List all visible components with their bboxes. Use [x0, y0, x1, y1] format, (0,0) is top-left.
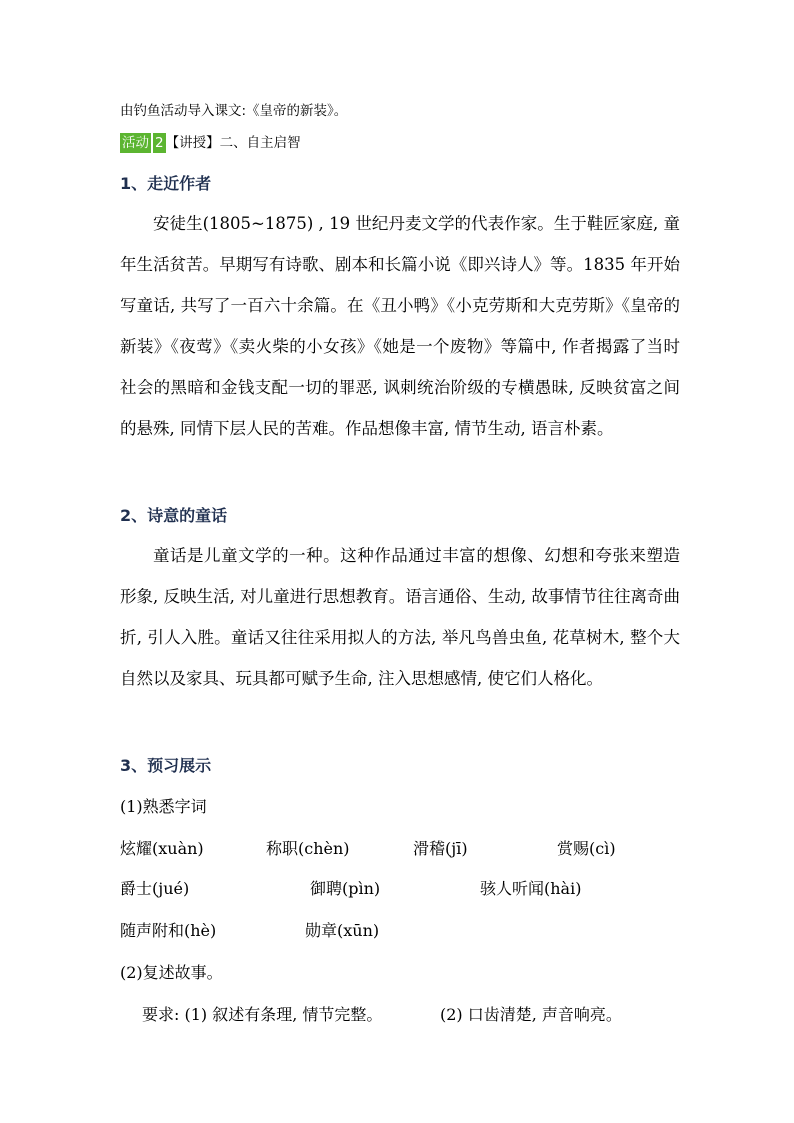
section-heading-preview: 3、预习展示: [120, 756, 212, 775]
subheading-retell: (2)复述故事。: [120, 963, 223, 982]
vocab-word: 随声附和(hè): [120, 921, 217, 940]
activity-header: [120, 133, 301, 153]
requirement-line: 要求: (1) 叙述有条理, 情节完整。: [142, 1005, 383, 1024]
vocab-word: 骇人听闻(hài): [480, 879, 582, 898]
activity-badge: 活动: [122, 135, 149, 151]
section-heading-author: 1、走近作者: [120, 174, 212, 193]
subheading-vocabulary: (1)熟悉字词: [120, 797, 207, 816]
requirement-line-2: (2) 口齿清楚, 声音响亮。: [440, 1005, 622, 1024]
activity-label: 【讲授】二、自主启智: [165, 135, 301, 151]
section-heading-fairytale: 2、诗意的童话: [120, 506, 228, 525]
author-paragraph: 安徒生(1805~1875) , 19 世纪丹麦文学的代表作家。生于鞋匠家庭, 童年生活贫苦。早期写有诗歌、剧本和长篇小说《即兴诗人》等。1835 年开始写童话, 共写了一百六十余篇。在《丑小鸭》《小克劳斯和大克劳斯》《皇帝的新装》《夜莺》《卖火柴的小女孩》《她是一个废物》等篇中, 作者揭露了当时社会的黑暗和金钱支配一切的罪恶, 讽刺统治阶级的专横愚昧, 反映贫富之间的悬殊, 同情下层人民的苦难。作品想像丰富, 情节生动, 语言朴素。: [120, 214, 680, 438]
vocab-word: 勋章(xūn): [305, 921, 380, 940]
vocab-word: 称职(chèn): [266, 839, 350, 858]
intro-line: 由钓鱼活动导入课文:《皇帝的新装》。: [120, 103, 348, 119]
vocab-word: 御聘(pìn): [310, 879, 381, 898]
vocab-word: 炫耀(xuàn): [120, 839, 204, 858]
fairytale-paragraph: 童话是儿童文学的一种。这种作品通过丰富的想像、幻想和夸张来塑造形象, 反映生活, 对儿童进行思想教育。语言通俗、生动, 故事情节往往离奇曲折, 引人入胜。童话又往往采用拟人的方法, 举凡鸟兽虫鱼, 花草树木, 整个大自然以及家具、玩具都可赋予生命, 注入思想感情, 使它们人格化。: [120, 546, 680, 688]
vocab-word: 滑稽(jī): [413, 839, 468, 858]
vocab-word: 赏赐(cì): [557, 839, 616, 858]
vocab-word: 爵士(jué): [120, 879, 190, 898]
activity-number: 2: [155, 135, 164, 151]
